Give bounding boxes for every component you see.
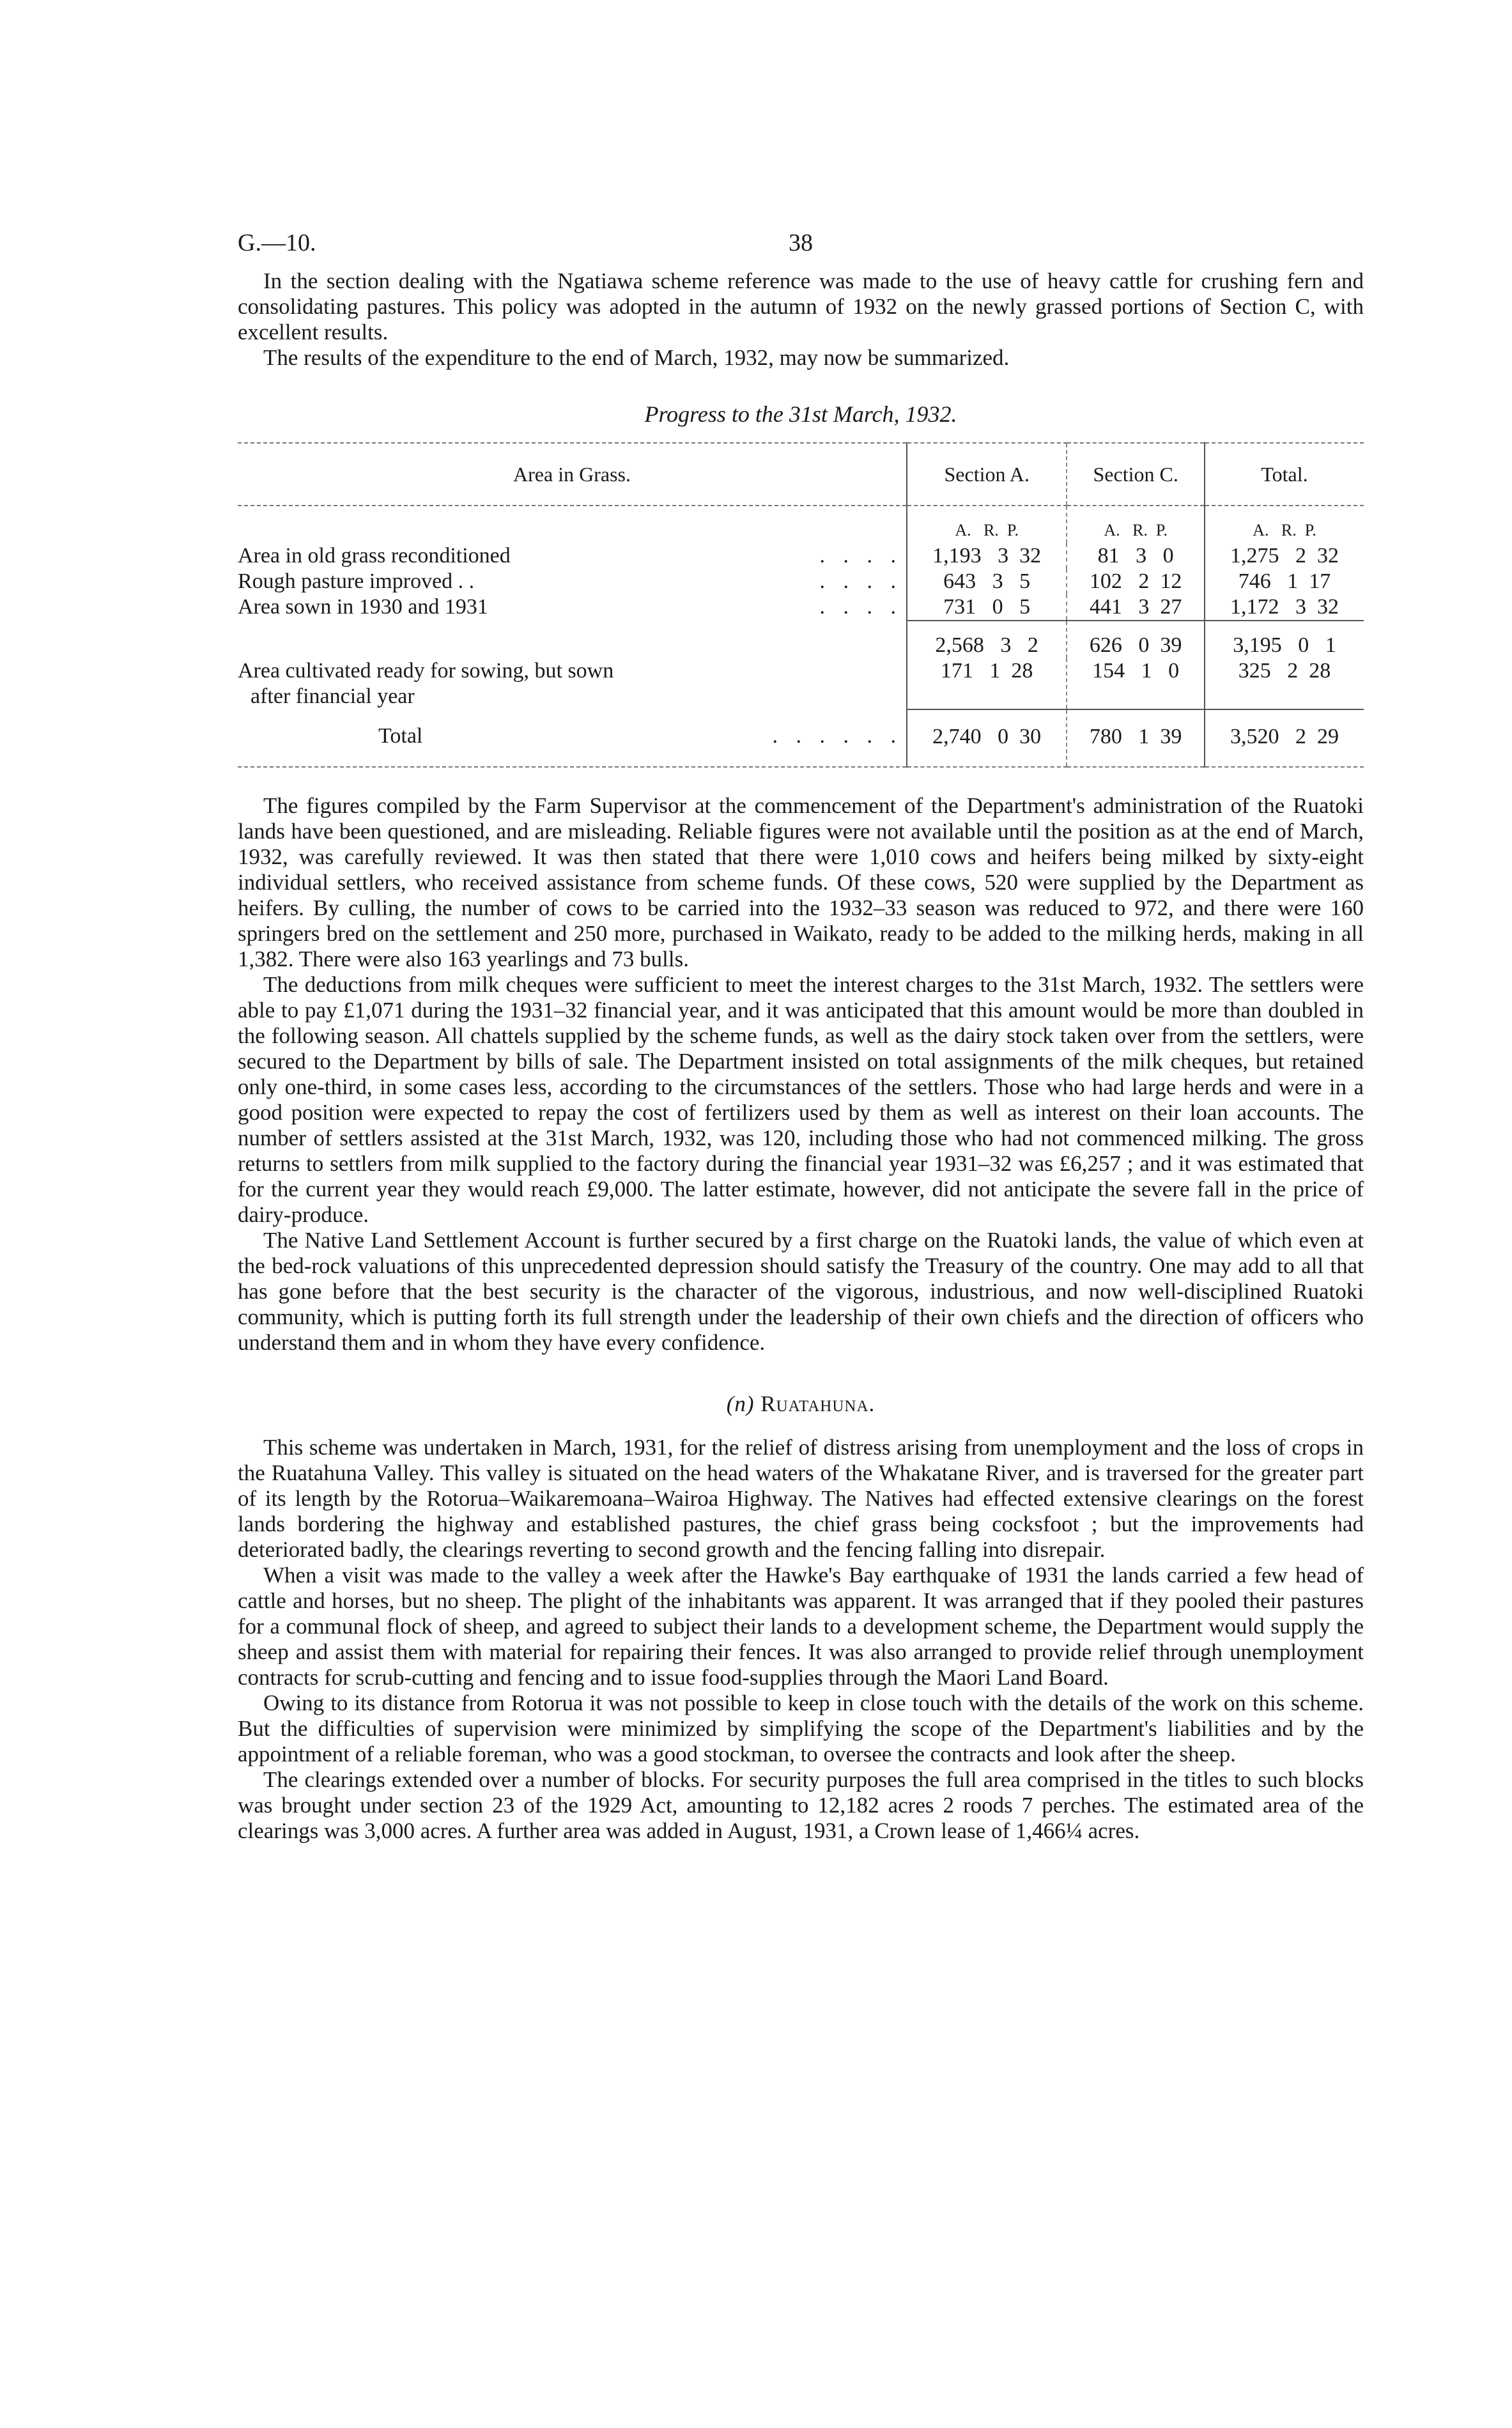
- total-section-a: 2,740 0 30: [907, 709, 1067, 767]
- leader-dots: . . . . . .: [772, 724, 902, 748]
- subtotal-row: [238, 621, 1364, 658]
- cell-total: 325 2 28: [1205, 658, 1364, 709]
- paragraph: The clearings extended over a number of blocks. For security purposes the full area comprised in the titles to such blocks was brought under section 23 of the 1929 Act, amounting to 12,182 acres 2 roods 7 perches. The estimated area of the clearings was 3,000 acres. A further area was added in August, 1931, a Crown lease of 1,466¼ acres.: [238, 1767, 1364, 1843]
- leader-dots: . . . .: [819, 544, 902, 568]
- paragraph: When a visit was made to the valley a week after the Hawke's Bay earthquake of 1931 the lands carried a few head of cattle and horses, but no sheep. The plight of the inhabitants was apparent. It was arranged that if they pooled their pastures for a communal flock of sheep, and agreed to subject their lands to a development scheme, the Department would supply the sheep and assist them with material for repairing their fences. It was also arranged to provide relief through unemployment contracts for scrub-cutting and fencing and to issue food-supplies through the Maori Land Board.: [238, 1563, 1364, 1690]
- paragraph: The deductions from milk cheques were sufficient to meet the interest charges to the 31st March, 1932. The settlers were able to pay £1,071 during the 1931–32 financial year, and it was anticipated that this amount would be more than doubled in the following season. All chattels supplied by the scheme funds, as well as the dairy stock taken over from the settlers, were secured to the Department by bills of sale. The Department insisted on total assignments of the milk cheques, but retained only one-third, in some cases less, according to the circumstances of the settlers. Those who had large herds and were in a good position were expected to repay the cost of fertilizers used by them as well as interest on their loan accounts. The number of settlers assisted at the 31st March, 1932, was 120, including those who had not commenced milking. The gross returns to settlers from milk supplied to the factory during the financial year 1931–32 was £6,257 ; and it was estimated that for the current year they would reach £9,000. The latter estimate, however, did not anticipate the severe fall in the price of dairy-produce.: [238, 972, 1364, 1227]
- row-label: Area sown in 1930 and 1931: [238, 595, 488, 619]
- progress-table: [238, 442, 1364, 768]
- paragraph: In the section dealing with the Ngatiawa scheme reference was made to the use of heavy cattle for crushing fern and consolidating pastures. This policy was adopted in the autumn of 1932 on the newly grassed portions of Section C, with excellent results.: [238, 268, 1364, 344]
- units-label: A. R. P.: [1205, 506, 1364, 543]
- column-header-area: Area in Grass.: [238, 443, 907, 506]
- column-header-total: Total.: [1205, 443, 1364, 506]
- cell-section-c: 81 3 0: [1067, 543, 1205, 569]
- units-label: A. R. P.: [907, 506, 1067, 543]
- leader-dots: . . . .: [819, 595, 902, 619]
- table-row: [238, 543, 1364, 569]
- section-title: Ruatahuna.: [760, 1391, 876, 1416]
- cell-section-a: 171 1 28: [907, 658, 1067, 709]
- subtotal-total: 3,195 0 1: [1205, 621, 1364, 658]
- table-row: [238, 658, 1364, 709]
- cell-section-c: 102 2 12: [1067, 569, 1205, 594]
- cell-section-a: 731 0 5: [907, 594, 1067, 621]
- cell-section-c: 154 1 0: [1067, 658, 1205, 709]
- subtotal-section-c: 626 0 39: [1067, 621, 1205, 658]
- cell-section-a: 1,193 3 32: [907, 543, 1067, 569]
- cell-total: 1,172 3 32: [1205, 594, 1364, 621]
- cell-section-c: 441 3 27: [1067, 594, 1205, 621]
- row-label-continued: after financial year: [251, 684, 415, 708]
- page-number: 38: [789, 229, 813, 256]
- document-reference: G.—10.: [238, 229, 316, 256]
- total-total: 3,520 2 29: [1205, 709, 1364, 767]
- total-label: Total: [378, 724, 423, 748]
- row-label: Area cultivated ready for sowing, but sown: [238, 659, 614, 683]
- document-page: [238, 230, 1364, 1844]
- row-label: Area in old grass reconditioned: [238, 544, 511, 568]
- paragraph: The figures compiled by the Farm Supervisor at the commencement of the Department's administration of the Ruatoki lands have been questioned, and are misleading. Reliable figures were not available until the position as at the end of March, 1932, was carefully reviewed. It was then stated that there were 1,010 cows and heifers being milked by sixty-eight individual settlers, who received assistance from scheme funds. Of these cows, 520 were supplied by the Department as heifers. By culling, the number of cows to be carried into the 1932–33 season was reduced to 972, and there were 160 springers bred on the settlement and 250 more, purchased in Waikato, ready to be added to the milking herds, making in all 1,382. There were also 163 yearlings and 73 bulls.: [238, 793, 1364, 971]
- units-row: [238, 506, 1364, 543]
- cell-total: 746 1 17: [1205, 569, 1364, 594]
- cell-total: 1,275 2 32: [1205, 543, 1364, 569]
- column-header-section-c: Section C.: [1067, 443, 1205, 506]
- units-label: A. R. P.: [1067, 506, 1205, 543]
- cell-section-a: 643 3 5: [907, 569, 1067, 594]
- paragraph: Owing to its distance from Rotorua it was not possible to keep in close touch with the details of the work on this scheme. But the difficulties of supervision were minimized by simplifying the scope of the Department's liabilities and by the appointment of a reliable foreman, who was a good stockman, to oversee the contracts and look after the sheep.: [238, 1690, 1364, 1767]
- table-row: [238, 569, 1364, 594]
- page-header: [238, 230, 1364, 268]
- leader-dots: . . . .: [819, 569, 902, 593]
- table-row: [238, 594, 1364, 621]
- paragraph: The Native Land Settlement Account is further secured by a first charge on the Ruatoki lands, the value of which even at the bed-rock valuations of this unprecedented depression should satisfy the Treasury of the country. One may add to all that has gone before that the best security is the character of the vigorous, industrious, and now well-disciplined Ruatoki community, which is putting forth its full strength under the leadership of their own chiefs and the direction of officers who understand them and in whom they have every confidence.: [238, 1228, 1364, 1355]
- total-row: [238, 709, 1364, 767]
- row-label: Rough pasture improved . .: [238, 569, 475, 593]
- total-section-c: 780 1 39: [1067, 709, 1205, 767]
- section-marker: (n): [726, 1391, 755, 1416]
- paragraph: The results of the expenditure to the end of March, 1932, may now be summarized.: [263, 345, 1010, 370]
- paragraph: This scheme was undertaken in March, 1931, for the relief of distress arising from unemployment and the loss of crops in the Ruatahuna Valley. This valley is situated on the head waters of the Whakatane River, and is traversed for the greater part of its length by the Rotorua–Waikaremoana–Wairoa Highway. The Natives had effected extensive clearings on the forest lands bordering the highway and established pastures, the chief grass being cocksfoot ; but the improvements had deteriorated badly, the clearings reverting to second growth and the fencing falling into disrepair.: [238, 1435, 1364, 1562]
- subtotal-section-a: 2,568 3 2: [907, 621, 1067, 658]
- section-heading: [238, 1391, 1364, 1417]
- column-header-section-a: Section A.: [907, 443, 1067, 506]
- table-title: Progress to the 31st March, 1932.: [644, 401, 957, 427]
